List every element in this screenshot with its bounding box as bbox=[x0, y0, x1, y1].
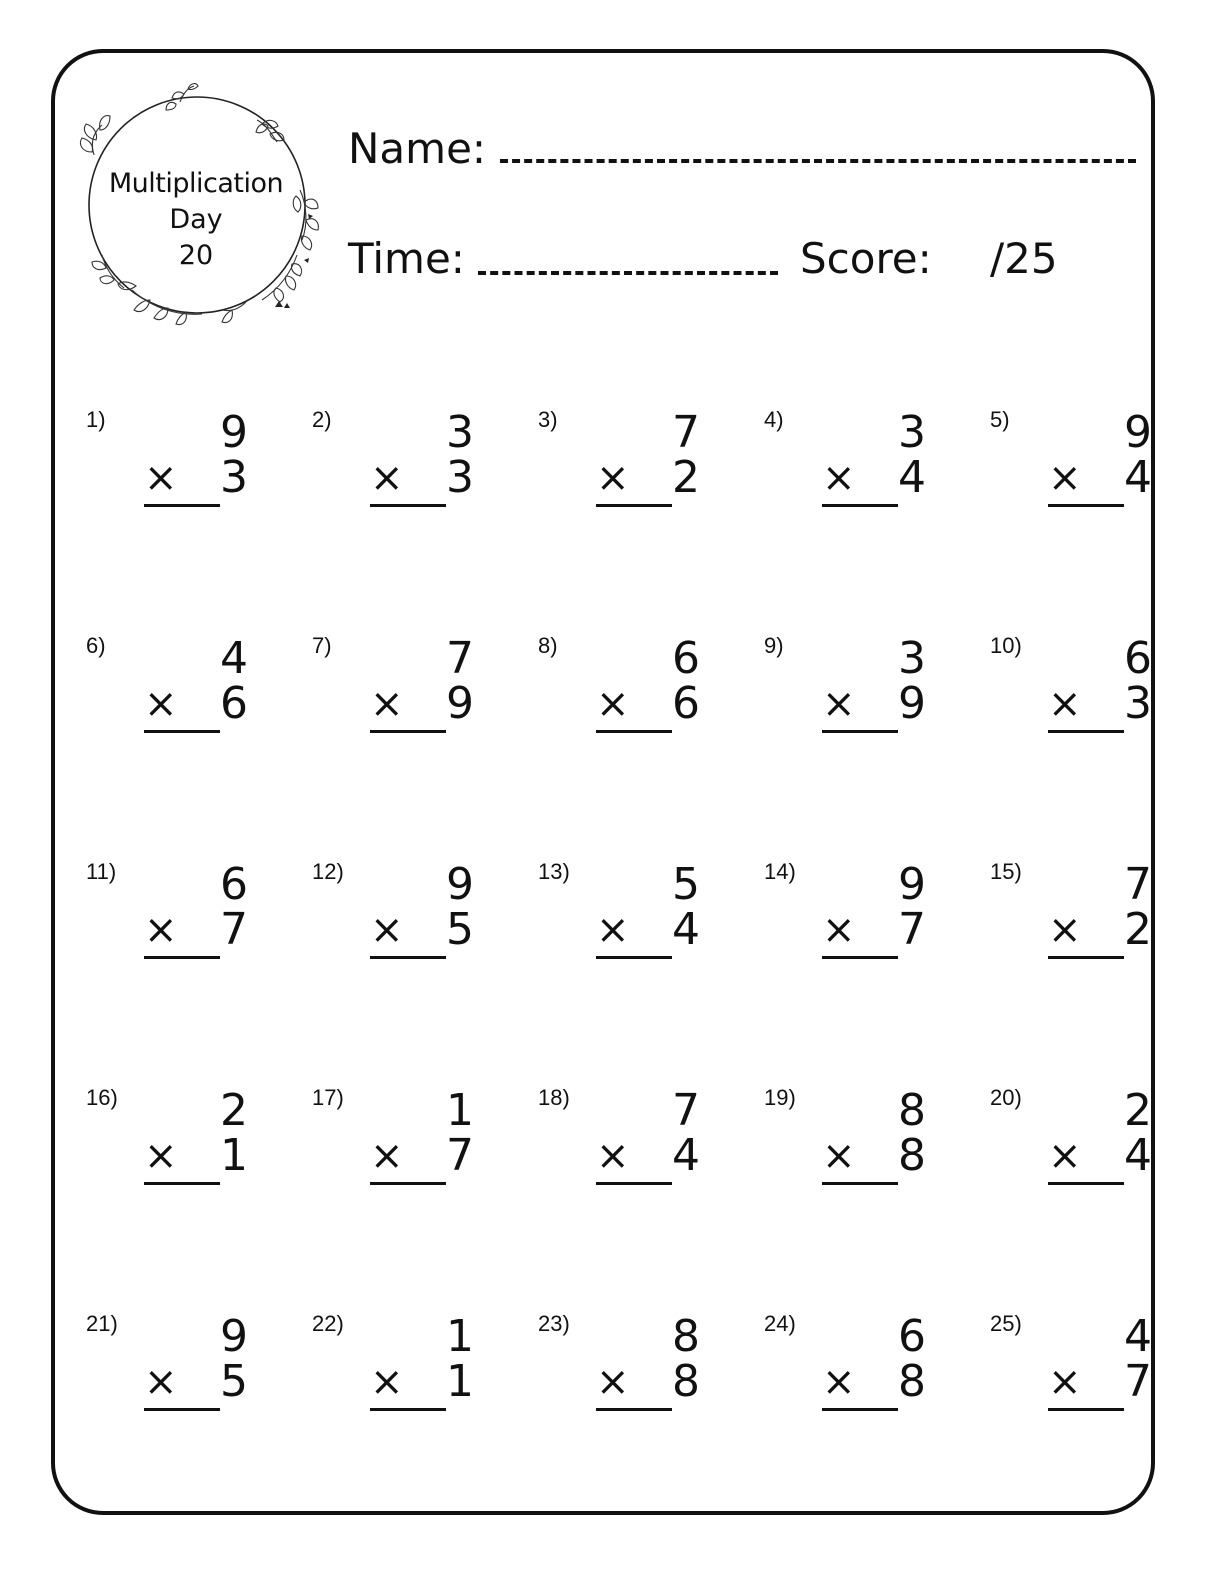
multiplicand: 8 bbox=[672, 1311, 700, 1362]
problem-number: 1) bbox=[86, 407, 106, 432]
problem bbox=[312, 1311, 502, 1431]
problem bbox=[990, 633, 1180, 753]
multiplier-row bbox=[144, 1132, 248, 1180]
times-sign: × bbox=[822, 907, 856, 953]
multiplicand: 9 bbox=[446, 859, 474, 910]
times-sign: × bbox=[596, 1359, 630, 1405]
problem-number: 16) bbox=[86, 1085, 118, 1110]
multiplier: 2 bbox=[672, 452, 700, 503]
multiplier: 6 bbox=[672, 678, 700, 729]
multiplier-row bbox=[596, 454, 700, 502]
problem-number: 22) bbox=[312, 1311, 344, 1336]
multiplicand: 3 bbox=[898, 407, 926, 458]
multiplicand: 6 bbox=[1124, 633, 1152, 684]
times-sign: × bbox=[1048, 907, 1082, 953]
multiplier-row bbox=[1048, 906, 1152, 954]
problem bbox=[990, 1085, 1180, 1205]
times-sign: × bbox=[144, 907, 178, 953]
times-sign: × bbox=[822, 681, 856, 727]
multiplier: 4 bbox=[1124, 452, 1152, 503]
problem bbox=[538, 407, 728, 527]
score-total: /25 bbox=[990, 234, 1058, 283]
multiplier-row bbox=[822, 680, 926, 728]
answer-line[interactable] bbox=[1048, 1408, 1124, 1411]
multiplier: 5 bbox=[220, 1356, 248, 1407]
problem-number: 12) bbox=[312, 859, 344, 884]
multiplier-row bbox=[822, 454, 926, 502]
times-sign: × bbox=[1048, 1359, 1082, 1405]
problem-number: 15) bbox=[990, 859, 1022, 884]
multiplier: 2 bbox=[1124, 904, 1152, 955]
multiplicand: 1 bbox=[446, 1311, 474, 1362]
problem-number: 24) bbox=[764, 1311, 796, 1336]
multiplier-row bbox=[596, 1358, 700, 1406]
times-sign: × bbox=[370, 681, 404, 727]
problem bbox=[538, 1085, 728, 1205]
multiplier: 7 bbox=[1124, 1356, 1152, 1407]
score-label: Score: bbox=[800, 234, 932, 283]
answer-line[interactable] bbox=[144, 956, 220, 959]
multiplicand: 2 bbox=[1124, 1085, 1152, 1136]
multiplicand: 3 bbox=[446, 407, 474, 458]
times-sign: × bbox=[596, 907, 630, 953]
times-sign: × bbox=[144, 1133, 178, 1179]
problem bbox=[764, 859, 954, 979]
multiplicand: 6 bbox=[672, 633, 700, 684]
multiplier: 9 bbox=[898, 678, 926, 729]
answer-line[interactable] bbox=[822, 504, 898, 507]
multiplicand: 6 bbox=[220, 859, 248, 910]
multiplicand: 6 bbox=[898, 1311, 926, 1362]
times-sign: × bbox=[822, 455, 856, 501]
badge-title: Multiplication bbox=[108, 168, 284, 199]
problem-number: 20) bbox=[990, 1085, 1022, 1110]
problem bbox=[312, 1085, 502, 1205]
times-sign: × bbox=[596, 1133, 630, 1179]
multiplicand: 5 bbox=[672, 859, 700, 910]
problem bbox=[764, 1311, 954, 1431]
multiplier-row bbox=[1048, 1358, 1152, 1406]
multiplier: 7 bbox=[898, 904, 926, 955]
multiplier-row bbox=[1048, 1132, 1152, 1180]
multiplicand: 8 bbox=[898, 1085, 926, 1136]
problem bbox=[764, 1085, 954, 1205]
problem bbox=[538, 1311, 728, 1431]
multiplier-row bbox=[822, 1132, 926, 1180]
multiplier-row bbox=[144, 680, 248, 728]
problem bbox=[86, 859, 276, 979]
multiplier: 7 bbox=[446, 1130, 474, 1181]
answer-line[interactable] bbox=[596, 730, 672, 733]
multiplier: 9 bbox=[446, 678, 474, 729]
times-sign: × bbox=[144, 455, 178, 501]
multiplier: 4 bbox=[672, 904, 700, 955]
answer-line[interactable] bbox=[596, 504, 672, 507]
multiplicand: 3 bbox=[898, 633, 926, 684]
answer-line[interactable] bbox=[1048, 504, 1124, 507]
multiplier-row bbox=[370, 1358, 474, 1406]
answer-line[interactable] bbox=[1048, 1182, 1124, 1185]
problem bbox=[312, 633, 502, 753]
problem bbox=[990, 1311, 1180, 1431]
times-sign: × bbox=[596, 455, 630, 501]
times-sign: × bbox=[370, 1359, 404, 1405]
times-sign: × bbox=[370, 455, 404, 501]
answer-line[interactable] bbox=[370, 1408, 446, 1411]
times-sign: × bbox=[1048, 1133, 1082, 1179]
times-sign: × bbox=[370, 1133, 404, 1179]
problem-number: 25) bbox=[990, 1311, 1022, 1336]
answer-line[interactable] bbox=[596, 1182, 672, 1185]
problem bbox=[86, 1085, 276, 1205]
badge-day-number: 20 bbox=[178, 240, 214, 271]
problem-number: 3) bbox=[538, 407, 558, 432]
multiplier-row bbox=[1048, 680, 1152, 728]
problem-number: 2) bbox=[312, 407, 332, 432]
problem-number: 10) bbox=[990, 633, 1022, 658]
multiplier: 1 bbox=[446, 1356, 474, 1407]
multiplier-row bbox=[596, 1132, 700, 1180]
times-sign: × bbox=[822, 1133, 856, 1179]
problem-number: 17) bbox=[312, 1085, 344, 1110]
answer-line[interactable] bbox=[1048, 730, 1124, 733]
problem bbox=[764, 633, 954, 753]
multiplier-row bbox=[822, 1358, 926, 1406]
answer-line[interactable] bbox=[144, 504, 220, 507]
problem bbox=[86, 407, 276, 527]
multiplicand: 9 bbox=[898, 859, 926, 910]
answer-line[interactable] bbox=[596, 956, 672, 959]
multiplier: 3 bbox=[1124, 678, 1152, 729]
problem-number: 9) bbox=[764, 633, 784, 658]
time-field[interactable] bbox=[478, 271, 778, 275]
answer-line[interactable] bbox=[370, 730, 446, 733]
multiplier: 3 bbox=[446, 452, 474, 503]
badge-day-label: Day bbox=[169, 204, 223, 235]
answer-line[interactable] bbox=[144, 730, 220, 733]
multiplier-row bbox=[144, 906, 248, 954]
times-sign: × bbox=[1048, 455, 1082, 501]
name-label: Name: bbox=[348, 124, 487, 173]
multiplier: 5 bbox=[446, 904, 474, 955]
answer-line[interactable] bbox=[822, 730, 898, 733]
multiplicand: 1 bbox=[446, 1085, 474, 1136]
multiplier-row bbox=[370, 680, 474, 728]
answer-line[interactable] bbox=[144, 1408, 220, 1411]
multiplier: 4 bbox=[1124, 1130, 1152, 1181]
problem-number: 7) bbox=[312, 633, 332, 658]
answer-line[interactable] bbox=[596, 1408, 672, 1411]
problem bbox=[312, 407, 502, 527]
multiplier-row bbox=[596, 680, 700, 728]
answer-line[interactable] bbox=[370, 956, 446, 959]
multiplicand: 4 bbox=[220, 633, 248, 684]
problem-number: 23) bbox=[538, 1311, 570, 1336]
multiplicand: 4 bbox=[1124, 1311, 1152, 1362]
problem-number: 5) bbox=[990, 407, 1010, 432]
multiplicand: 7 bbox=[672, 1085, 700, 1136]
problem bbox=[86, 633, 276, 753]
multiplier-row bbox=[370, 906, 474, 954]
problem-number: 4) bbox=[764, 407, 784, 432]
problem bbox=[538, 859, 728, 979]
multiplier: 7 bbox=[220, 904, 248, 955]
multiplier-row bbox=[822, 906, 926, 954]
multiplier: 4 bbox=[672, 1130, 700, 1181]
time-label: Time: bbox=[348, 234, 465, 283]
problem-number: 13) bbox=[538, 859, 570, 884]
problem bbox=[990, 859, 1180, 979]
times-sign: × bbox=[596, 681, 630, 727]
problem-number: 11) bbox=[86, 859, 117, 884]
times-sign: × bbox=[144, 681, 178, 727]
problem bbox=[86, 1311, 276, 1431]
multiplicand: 9 bbox=[220, 407, 248, 458]
problem-number: 19) bbox=[764, 1085, 796, 1110]
multiplicand: 7 bbox=[446, 633, 474, 684]
multiplier-row bbox=[144, 1358, 248, 1406]
multiplier: 4 bbox=[898, 452, 926, 503]
multiplicand: 9 bbox=[1124, 407, 1152, 458]
problem-number: 6) bbox=[86, 633, 106, 658]
times-sign: × bbox=[370, 907, 404, 953]
day-badge bbox=[72, 80, 320, 330]
multiplicand: 7 bbox=[1124, 859, 1152, 910]
multiplicand: 7 bbox=[672, 407, 700, 458]
multiplier-row bbox=[370, 1132, 474, 1180]
multiplier: 8 bbox=[898, 1356, 926, 1407]
times-sign: × bbox=[144, 1359, 178, 1405]
problem-number: 18) bbox=[538, 1085, 570, 1110]
multiplier-row bbox=[596, 906, 700, 954]
multiplier-row bbox=[144, 454, 248, 502]
multiplier: 8 bbox=[898, 1130, 926, 1181]
multiplier: 6 bbox=[220, 678, 248, 729]
multiplicand: 2 bbox=[220, 1085, 248, 1136]
problem-number: 8) bbox=[538, 633, 558, 658]
name-field[interactable] bbox=[500, 159, 1136, 163]
times-sign: × bbox=[1048, 681, 1082, 727]
answer-line[interactable] bbox=[370, 504, 446, 507]
multiplier: 1 bbox=[220, 1130, 248, 1181]
answer-line[interactable] bbox=[822, 1408, 898, 1411]
problem-number: 14) bbox=[764, 859, 796, 884]
multiplicand: 9 bbox=[220, 1311, 248, 1362]
answer-line[interactable] bbox=[822, 956, 898, 959]
answer-line[interactable] bbox=[370, 1182, 446, 1185]
answer-line[interactable] bbox=[822, 1182, 898, 1185]
multiplier-row bbox=[370, 454, 474, 502]
multiplier-row bbox=[1048, 454, 1152, 502]
times-sign: × bbox=[822, 1359, 856, 1405]
multiplier: 8 bbox=[672, 1356, 700, 1407]
problem bbox=[764, 407, 954, 527]
answer-line[interactable] bbox=[144, 1182, 220, 1185]
problem bbox=[312, 859, 502, 979]
multiplier: 3 bbox=[220, 452, 248, 503]
problem bbox=[990, 407, 1180, 527]
problem-number: 21) bbox=[86, 1311, 118, 1336]
problem bbox=[538, 633, 728, 753]
answer-line[interactable] bbox=[1048, 956, 1124, 959]
